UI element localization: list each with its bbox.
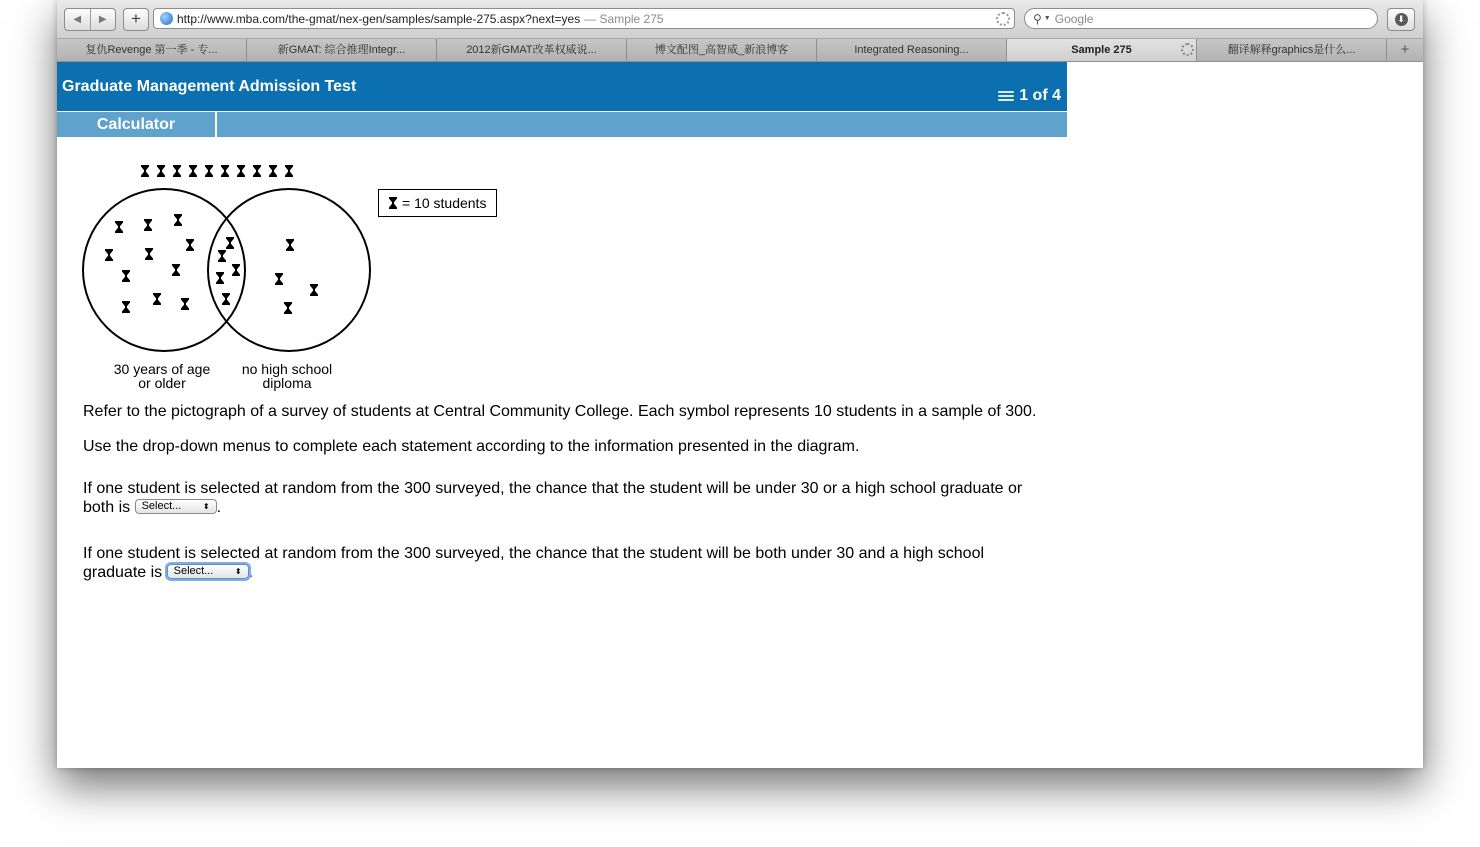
only-30-or-older-symbols — [105, 214, 194, 313]
hourglass-icon — [216, 272, 224, 284]
tab-blog[interactable] — [627, 39, 817, 61]
period: . — [248, 564, 254, 581]
intro-text: Refer to the pictograph of a survey of students at Central Community College. Each symbol represents 10 students in a sample of 300. — [83, 403, 1037, 420]
question-stack-icon — [998, 90, 1014, 102]
tab-label: 博文配图_高智威_新浪博客 — [654, 44, 789, 56]
tab-label: 翻译解释graphics是什么... — [1227, 44, 1356, 56]
tab-label: Sample 275 — [1071, 44, 1132, 56]
hourglass-icon — [189, 165, 197, 177]
loading-spinner-icon — [996, 12, 1010, 26]
tools-bar — [57, 112, 1067, 137]
back-button[interactable]: ◀ — [73, 14, 82, 25]
question-1 — [83, 479, 1043, 517]
hourglass-icon — [153, 293, 161, 305]
url-page-title: — Sample 275 — [584, 11, 664, 26]
hourglass-icon — [105, 249, 113, 261]
dropdown-value: Select... — [141, 500, 182, 513]
hourglass-icon — [275, 273, 283, 285]
updown-arrows-icon: ⬍ — [234, 567, 242, 577]
search-input[interactable] — [1024, 8, 1378, 29]
tab-label: 2012新GMAT改革权威说... — [466, 44, 597, 56]
browser-toolbar — [57, 0, 1423, 39]
label-line: diploma — [262, 375, 312, 391]
outside-symbols — [141, 165, 293, 177]
updown-arrows-icon: ⬍ — [202, 502, 210, 512]
hourglass-icon — [253, 165, 261, 177]
period: . — [216, 499, 222, 516]
hourglass-icon — [145, 248, 153, 260]
question-1-text: If one student is selected at random from the 300 surveyed, the chance that the student will be under 30 or a high school graduate or both is — [83, 480, 1023, 516]
hourglass-icon — [186, 239, 194, 251]
hourglass-icon — [222, 293, 230, 305]
label-line: no high school — [241, 361, 333, 377]
forward-button[interactable]: ▶ — [90, 9, 116, 30]
tab-gmat-ir[interactable] — [247, 39, 437, 61]
hourglass-icon — [237, 165, 245, 177]
label-line: 30 years of age — [113, 361, 211, 377]
page-count-text: 1 of 4 — [1019, 87, 1061, 104]
hourglass-icon — [181, 298, 189, 310]
tab-translate[interactable] — [1197, 39, 1387, 61]
download-icon: ⬇ — [1395, 13, 1408, 26]
only-no-diploma-symbols — [275, 239, 318, 314]
hourglass-icon — [285, 165, 293, 177]
chevron-down-icon: ▼ — [1043, 15, 1051, 22]
tab-label: 复仇Revenge 第一季 - 专... — [85, 44, 218, 56]
pictograph-legend — [378, 189, 497, 217]
address-bar[interactable] — [153, 8, 1015, 29]
hourglass-icon — [284, 302, 292, 314]
page-counter — [998, 87, 1061, 105]
question-2-text: If one student is selected at random from the 300 surveyed, the chance that the student will be both under 30 and a high school graduate is — [83, 545, 985, 581]
hourglass-icon — [122, 301, 130, 313]
tab-label: 新GMAT: 综合推理Integr... — [277, 44, 406, 56]
hourglass-icon — [141, 165, 149, 177]
hourglass-icon — [286, 239, 294, 251]
hourglass-icon — [205, 165, 213, 177]
hourglass-icon — [122, 270, 130, 282]
hourglass-icon — [144, 219, 152, 231]
page-title: Graduate Management Admission Test — [62, 78, 357, 95]
hourglass-icon — [221, 165, 229, 177]
right-circle-label — [237, 362, 337, 390]
calculator-button[interactable]: Calculator — [57, 112, 217, 137]
nav-buttons — [64, 8, 116, 31]
globe-icon — [160, 12, 173, 25]
left-circle-label — [112, 362, 212, 390]
tab-sample-275[interactable] — [1007, 39, 1197, 61]
hourglass-icon — [218, 250, 226, 262]
browser-window — [57, 0, 1423, 768]
hourglass-icon — [269, 165, 277, 177]
tab-2012-gmat[interactable] — [437, 39, 627, 61]
tab-label: Integrated Reasoning... — [854, 44, 969, 56]
hourglass-icon — [389, 197, 397, 209]
circle-no-diploma — [208, 189, 370, 351]
hourglass-icon — [172, 264, 180, 276]
add-bookmark-button[interactable]: + — [123, 8, 149, 31]
hourglass-icon — [157, 165, 165, 177]
legend-label: = 10 students — [402, 195, 487, 211]
hourglass-icon — [226, 237, 234, 249]
search-placeholder: Google — [1054, 11, 1094, 26]
both-symbols — [216, 237, 240, 305]
hourglass-icon — [310, 284, 318, 296]
gmat-header — [57, 62, 1067, 111]
search-icon: ⚲ — [1033, 11, 1042, 26]
url-text: http://www.mba.com/the-gmat/nex-gen/samples/sample-275.aspx?next=yes — [177, 11, 581, 26]
question-2 — [83, 544, 1013, 582]
question-1-dropdown[interactable] — [135, 499, 217, 514]
hourglass-icon — [115, 221, 123, 233]
question-2-dropdown[interactable] — [167, 564, 249, 579]
loading-spinner-icon — [1181, 43, 1194, 56]
circle-30-or-older — [83, 189, 245, 351]
tab-integrated-reasoning[interactable] — [817, 39, 1007, 61]
hourglass-icon — [173, 165, 181, 177]
dropdown-value: Select... — [173, 565, 214, 578]
venn-pictograph — [77, 158, 407, 358]
tab-revenge[interactable] — [57, 39, 247, 61]
label-line: or older — [138, 375, 186, 391]
instructions-text: Use the drop-down menus to complete each statement according to the information presented in the diagram. — [83, 438, 860, 455]
hourglass-icon — [232, 264, 240, 276]
tab-bar — [57, 39, 1423, 62]
hourglass-icon — [174, 214, 182, 226]
downloads-button[interactable] — [1387, 8, 1415, 31]
new-tab-button[interactable]: + — [1400, 41, 1410, 58]
